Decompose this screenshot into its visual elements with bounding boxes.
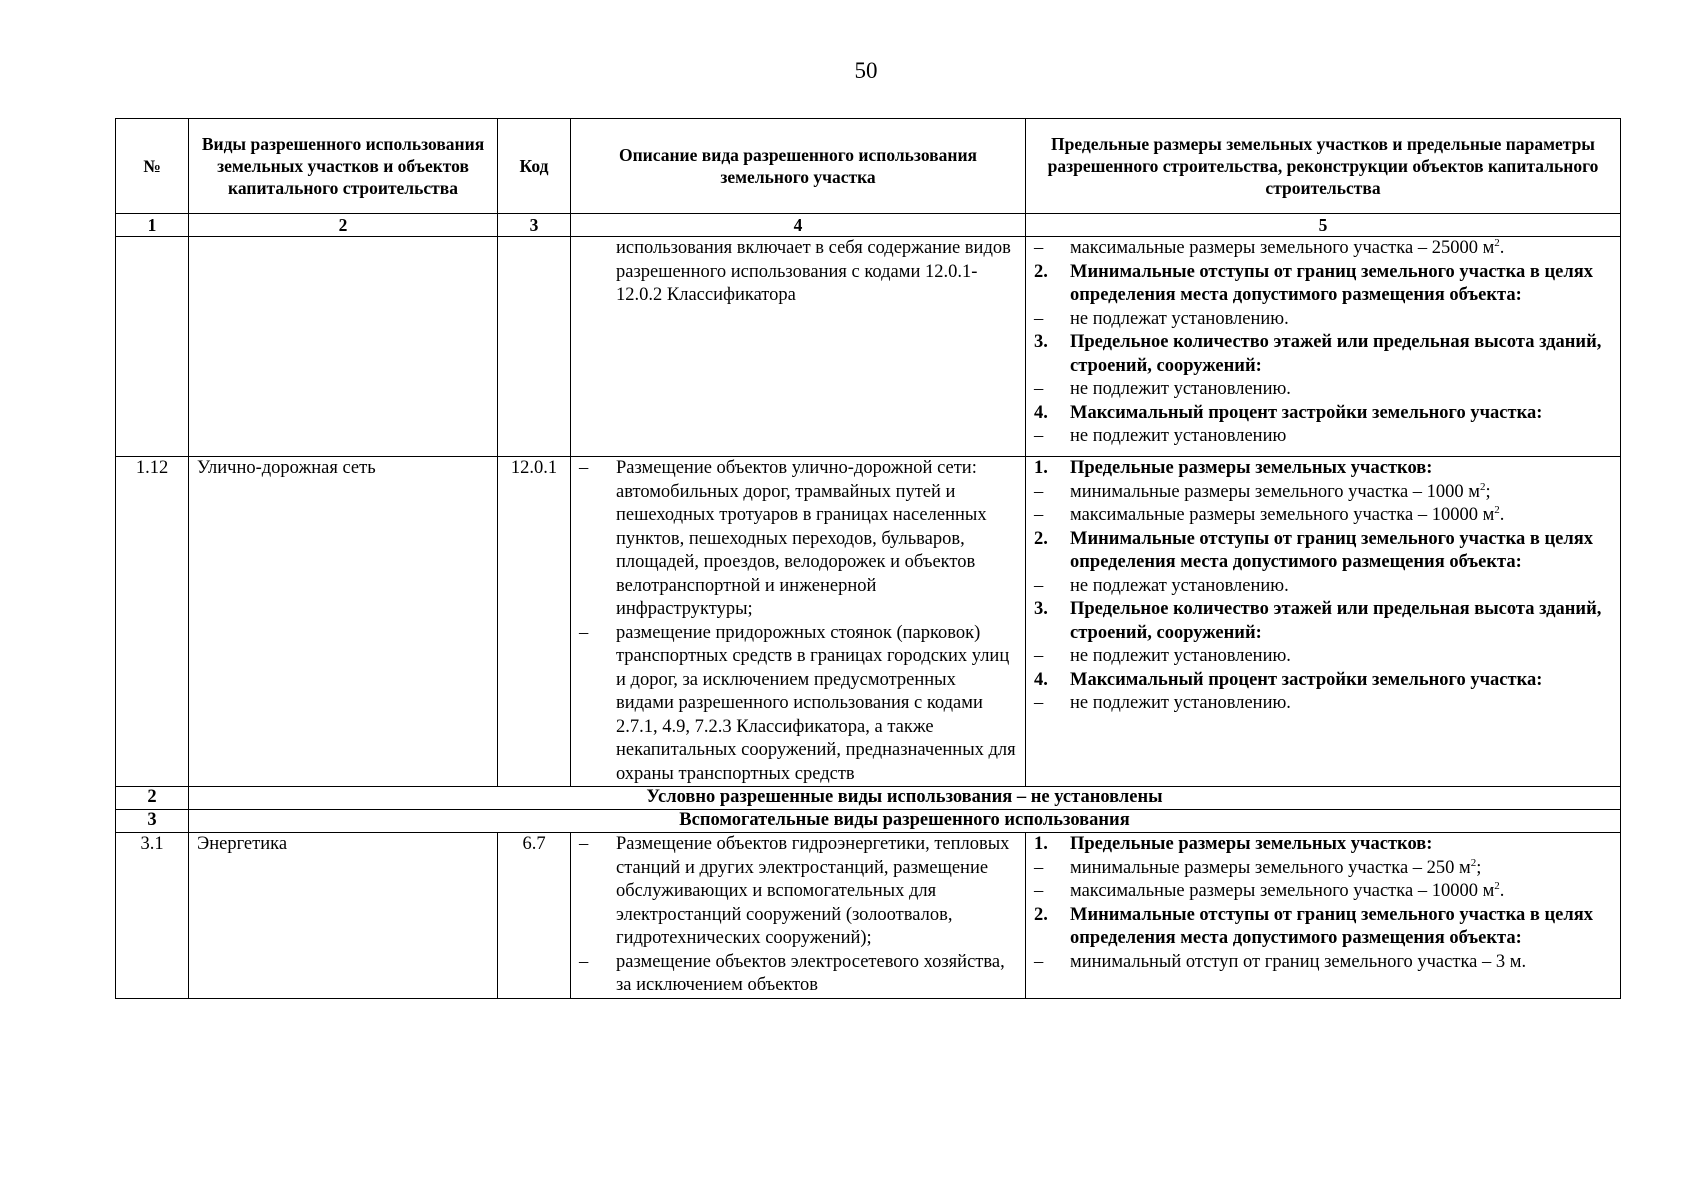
code-cell: 6.7 (498, 833, 571, 999)
header-description: Описание вида разрешенного использования земельного участка (571, 119, 1026, 214)
section-title: Вспомогательные виды разрешенного использования (189, 810, 1621, 833)
parameter-text: Минимальные отступы от границ земельного участка в целях определения места допустимого размещения объекта: (1070, 904, 1593, 948)
parameter-value (1034, 378, 1612, 402)
superscript: 2 (1480, 480, 1486, 493)
parameter-text: Максимальный процент застройки земельного участка: (1070, 402, 1543, 423)
parameter-text: Предельное количество этажей или предельная высота зданий, строений, сооружений: (1070, 599, 1602, 643)
number-cell: 1.12 (116, 457, 189, 787)
punctuation: ; (1485, 481, 1491, 502)
parameter-marker: – (1034, 505, 1044, 525)
description-item: – размещение объектов электросетевого хозяйства, за исключением объектов (579, 951, 1017, 998)
parameter-marker: – (1034, 575, 1044, 596)
parameter-value (1034, 237, 1612, 261)
parameter-heading (1034, 598, 1612, 645)
parameter-text: максимальные размеры земельного участка – 25000 м (1070, 238, 1495, 258)
description-cell (571, 237, 1026, 457)
column-number: 1 (116, 214, 189, 237)
parameter-heading (1034, 331, 1612, 378)
parameter-marker: 3. (1034, 599, 1048, 619)
description-item: – размещение придорожных стоянок (парковок) транспортных средств в границах городских улиц и дорог, за исключением предусмотренных видами разрешенного использования с кодами 2.7.1, 4.9, 7.2.3 Классификатора, а также некапитальных сооружений, предназначенных для охраны транспортных средств (579, 622, 1017, 787)
parameter-text: минимальные размеры земельного участка – 250 м (1070, 857, 1471, 878)
parameter-heading (1034, 528, 1612, 575)
parameter-text: максимальные размеры земельного участка – 10000 м (1070, 881, 1495, 901)
parameter-value (1034, 308, 1612, 332)
parameter-value (1034, 504, 1612, 528)
parameter-value (1034, 481, 1612, 505)
parameter-marker: – (1034, 881, 1044, 901)
description-item: – Размещение объектов улично-дорожной сети: автомобильных дорог, трамвайных путей и пешеходных тротуаров в границах населенных пунктов, пешеходных переходов, бульваров, площадей, проездов, велодорожек и объектов велотранспортной и инженерной инфраструктуры; (579, 457, 1017, 622)
description-item: использования включает в себя содержание видов разрешенного использования с кодами 12.0.1-12.0.2 Классификатора (616, 238, 1011, 305)
header-parameters: Предельные размеры земельных участков и предельные параметры разрешенного строительства, реконструкции объектов капитального строительства (1026, 119, 1621, 214)
column-number: 3 (498, 214, 571, 237)
section-row (116, 810, 1621, 833)
parameter-marker: 1. (1034, 834, 1048, 854)
parameter-text: не подлежат установлению. (1070, 575, 1289, 596)
parameter-text: не подлежит установлению. (1070, 646, 1291, 666)
parameter-heading (1034, 904, 1612, 951)
column-number: 5 (1026, 214, 1621, 237)
parameter-marker: – (1034, 426, 1044, 446)
section-number: 2 (116, 787, 189, 810)
parameters-cell (1026, 237, 1621, 457)
punctuation: . (1499, 238, 1505, 258)
punctuation: . (1499, 505, 1505, 525)
land-use-table (115, 118, 1621, 999)
use-type-cell: Улично-дорожная сеть (189, 457, 498, 787)
code-cell: 12.0.1 (498, 457, 571, 787)
parameter-marker: 2. (1034, 528, 1048, 549)
parameter-heading (1034, 669, 1612, 693)
use-type-cell: Энергетика (189, 833, 498, 999)
parameter-marker: – (1034, 379, 1044, 399)
number-cell (116, 237, 189, 457)
parameter-text: минимальные размеры земельного участка – 1000 м (1070, 481, 1480, 502)
parameter-text: минимальный отступ от границ земельного участка – 3 м. (1070, 951, 1527, 972)
parameter-marker: 2. (1034, 261, 1048, 282)
section-number: 3 (116, 810, 189, 833)
parameter-text: Минимальные отступы от границ земельного участка в целях определения места допустимого размещения объекта: (1070, 261, 1593, 305)
code-cell (498, 237, 571, 457)
parameter-heading (1034, 833, 1612, 857)
parameter-value (1034, 425, 1612, 449)
parameter-text: Предельные размеры земельных участков: (1070, 834, 1433, 854)
column-number-row (116, 214, 1621, 237)
punctuation: . (1499, 881, 1505, 901)
parameter-marker: 3. (1034, 332, 1048, 352)
parameter-text: Максимальный процент застройки земельного участка: (1070, 669, 1543, 690)
parameter-heading (1034, 261, 1612, 308)
parameter-value (1034, 575, 1612, 599)
header-code: Код (498, 119, 571, 214)
description-cell (571, 833, 1026, 999)
parameter-marker: – (1034, 646, 1044, 666)
superscript: 2 (1494, 236, 1500, 249)
table-row (116, 457, 1621, 787)
punctuation: ; (1476, 857, 1482, 878)
parameter-marker: 4. (1034, 669, 1048, 690)
parameter-marker: 1. (1034, 458, 1048, 478)
column-number: 4 (571, 214, 1026, 237)
parameter-marker: 2. (1034, 904, 1048, 925)
parameter-text: Предельные размеры земельных участков: (1070, 458, 1433, 478)
parameter-text: Предельное количество этажей или предельная высота зданий, строений, сооружений: (1070, 332, 1602, 376)
parameters-cell (1026, 457, 1621, 787)
parameter-text: не подлежит установлению (1070, 426, 1287, 446)
header-use-type: Виды разрешенного использования земельных участков и объектов капитального строительства (189, 119, 498, 214)
params-list (1034, 833, 1612, 974)
superscript: 2 (1494, 503, 1500, 516)
superscript: 2 (1494, 879, 1500, 892)
parameter-marker: – (1034, 308, 1044, 329)
parameter-marker: 4. (1034, 402, 1048, 423)
parameter-heading (1034, 457, 1612, 481)
description-cell (571, 457, 1026, 787)
table-row (116, 237, 1621, 457)
parameter-marker: – (1034, 693, 1044, 713)
page-number: 50 (854, 58, 878, 83)
use-type-cell (189, 237, 498, 457)
section-title: Условно разрешенные виды использования – не установлены (189, 787, 1621, 810)
parameter-value (1034, 645, 1612, 669)
params-list (1034, 457, 1612, 716)
header-row (116, 119, 1621, 214)
parameter-text: не подлежат установлению. (1070, 308, 1289, 329)
parameter-value (1034, 692, 1612, 716)
params-list (1034, 237, 1612, 449)
header-number: № (116, 119, 189, 214)
parameter-marker: – (1034, 951, 1044, 972)
parameter-marker: – (1034, 857, 1044, 878)
parameter-text: не подлежит установлению. (1070, 379, 1291, 399)
description-item: – Размещение объектов гидроэнергетики, тепловых станций и других электростанций, размещение обслуживающих и вспомогательных для электростанций сооружений (золоотвалов, гидротехнических сооружений); (579, 833, 1017, 951)
column-number: 2 (189, 214, 498, 237)
parameter-value (1034, 857, 1612, 881)
parameter-text: Минимальные отступы от границ земельного участка в целях определения места допустимого размещения объекта: (1070, 528, 1593, 572)
superscript: 2 (1470, 856, 1477, 869)
parameter-heading (1034, 402, 1612, 426)
section-row (116, 787, 1621, 810)
parameter-text: максимальные размеры земельного участка – 10000 м (1070, 505, 1495, 525)
parameter-value (1034, 951, 1612, 975)
parameter-text: не подлежит установлению. (1070, 693, 1291, 713)
parameter-value (1034, 880, 1612, 904)
table-row (116, 833, 1621, 999)
number-cell: 3.1 (116, 833, 189, 999)
parameter-marker: – (1034, 238, 1044, 258)
parameters-cell (1026, 833, 1621, 999)
parameter-marker: – (1034, 481, 1044, 502)
